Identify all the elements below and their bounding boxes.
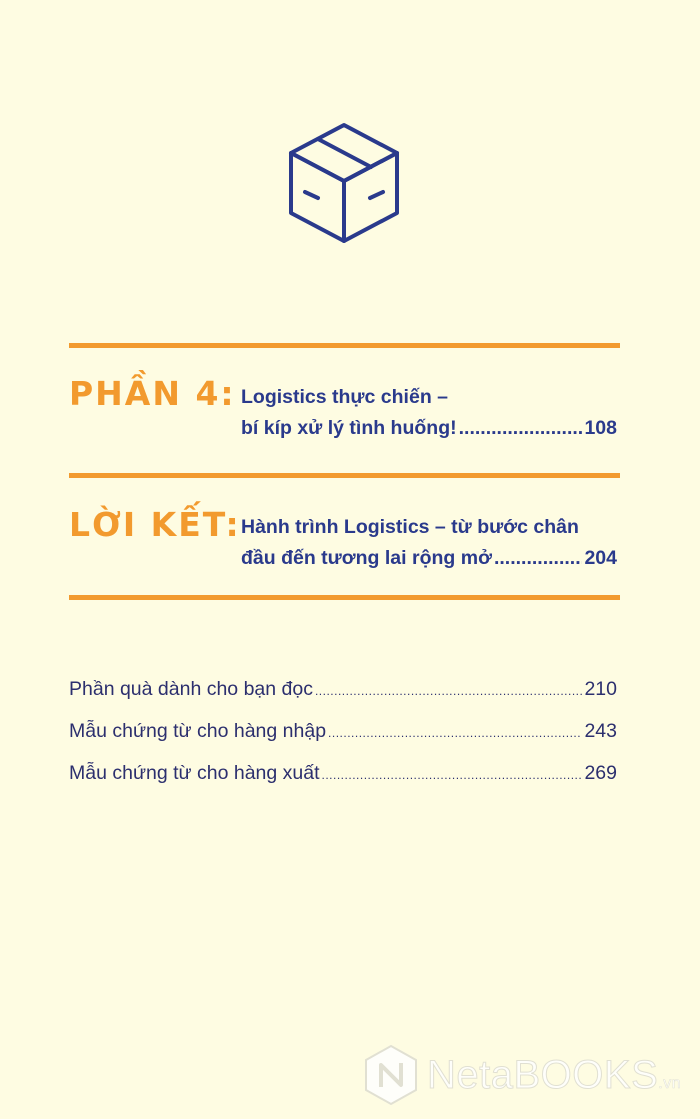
watermark-text: NetaBOOKS.vn <box>427 1052 682 1097</box>
bottom-divider <box>69 595 620 600</box>
section-title-line-2: bí kíp xử lý tình huống! <box>241 417 457 439</box>
toc-entry-conclusion[interactable] <box>241 547 617 570</box>
watermark <box>363 1043 681 1107</box>
toc-entry-part-4[interactable] <box>241 417 617 440</box>
page-number: 210 <box>584 678 617 700</box>
section-title-line-1: Logistics thực chiến – <box>241 386 448 408</box>
section-title-line-2: đầu đến tương lai rộng mở <box>241 547 492 569</box>
dot-leader <box>322 768 583 782</box>
toc-item-title: Mẫu chứng từ cho hàng xuất <box>69 762 320 784</box>
dot-leader <box>494 547 583 570</box>
dot-leader <box>328 726 582 740</box>
section-title-line-1: Hành trình Logistics – từ bước chân <box>241 516 579 538</box>
box-icon <box>287 122 401 244</box>
toc-item-import-docs[interactable] <box>69 720 617 743</box>
dot-leader <box>315 684 582 698</box>
page-number: 243 <box>584 720 617 742</box>
section-label-part-4: PHẦN 4: <box>69 374 236 413</box>
toc-item-title: Phần quà dành cho bạn đọc <box>69 678 313 700</box>
page-number: 108 <box>584 417 617 439</box>
section-label-conclusion: LỜI KẾT: <box>69 505 241 544</box>
top-divider <box>69 343 620 348</box>
middle-divider <box>69 473 620 478</box>
page-number: 269 <box>584 762 617 784</box>
netabooks-logo-icon <box>363 1043 419 1107</box>
dot-leader <box>459 417 583 440</box>
page-number: 204 <box>584 547 617 569</box>
toc-item-title: Mẫu chứng từ cho hàng nhập <box>69 720 327 742</box>
toc-item-export-docs[interactable] <box>69 762 617 785</box>
toc-item-gift[interactable] <box>69 678 617 701</box>
